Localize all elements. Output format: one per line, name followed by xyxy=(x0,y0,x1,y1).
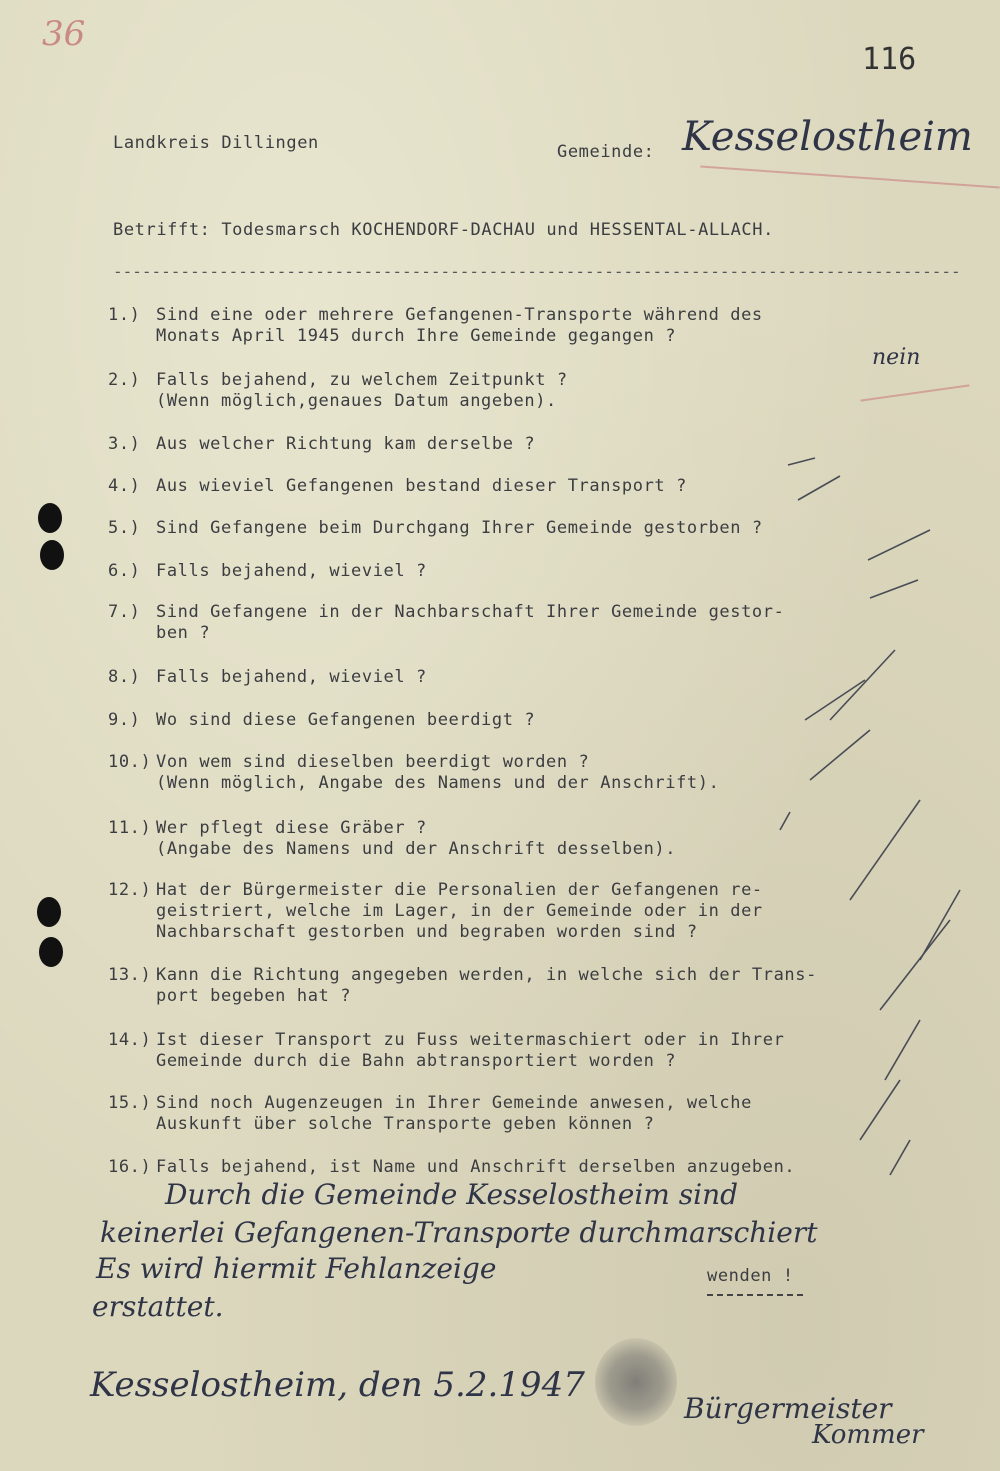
question-number: 9.) xyxy=(108,710,141,730)
question-number: 13.) xyxy=(108,965,152,985)
question-text-line: Monats April 1945 durch Ihre Gemeinde gegangen ? xyxy=(156,326,677,346)
question-number: 16.) xyxy=(108,1157,152,1177)
subject-line: Betrifft: Todesmarsch KOCHENDORF-DACHAU und HESSENTAL-ALLACH. xyxy=(113,220,774,240)
district-label: Landkreis Dillingen xyxy=(113,133,319,153)
question-number: 14.) xyxy=(108,1030,152,1050)
punch-hole xyxy=(38,503,62,533)
question-text-line: Hat der Bürgermeister die Personalien der Gefangenen re- xyxy=(156,880,763,900)
question-text-line: (Angabe des Namens und der Anschrift desselben). xyxy=(156,839,677,859)
question-text-line: Kann die Richtung angegeben werden, in welche sich der Trans- xyxy=(156,965,817,985)
question-number: 15.) xyxy=(108,1093,152,1113)
question-item xyxy=(108,476,687,497)
question-item xyxy=(108,602,784,644)
answer-q1-handwritten: nein xyxy=(872,345,921,370)
tick-mark xyxy=(850,800,920,900)
tick-mark xyxy=(788,458,815,465)
archive-folio-number: 36 xyxy=(42,14,86,54)
question-item xyxy=(108,818,676,860)
question-number: 11.) xyxy=(108,818,152,838)
question-item xyxy=(108,667,427,688)
question-text-line: Nachbarschaft gestorben und begraben worden sind ? xyxy=(156,922,698,942)
question-text-line: Von wem sind dieselben beerdigt worden ? xyxy=(156,752,590,772)
tick-mark xyxy=(920,890,960,960)
turn-over-note: wenden ! xyxy=(707,1266,794,1286)
signature-title: Bürgermeister xyxy=(684,1392,892,1425)
question-text-line: Wer pflegt diese Gräber ? xyxy=(156,818,427,838)
question-text-line: Sind eine oder mehrere Gefangenen-Transporte während des xyxy=(156,305,763,325)
question-text-line: Wo sind diese Gefangenen beerdigt ? xyxy=(156,710,536,730)
tick-mark xyxy=(890,1140,910,1175)
question-text-line: Aus welcher Richtung kam derselbe ? xyxy=(156,434,536,454)
municipality-label: Gemeinde: xyxy=(557,142,655,162)
tick-mark xyxy=(885,1020,920,1080)
handwritten-statement-line: Durch die Gemeinde Kesselostheim sind xyxy=(165,1178,739,1211)
question-text-line: Sind Gefangene in der Nachbarschaft Ihrer Gemeinde gestor- xyxy=(156,602,785,622)
question-text-line: (Wenn möglich,genaues Datum angeben). xyxy=(156,391,557,411)
question-text-line: Falls bejahend, wieviel ? xyxy=(156,667,427,687)
question-item xyxy=(108,1030,784,1072)
question-text-line: Aus wieviel Gefangenen bestand dieser Transport ? xyxy=(156,476,687,496)
question-item xyxy=(108,965,817,1007)
question-item xyxy=(108,561,427,582)
tick-mark xyxy=(810,730,870,780)
tick-mark xyxy=(780,812,790,830)
handwritten-statement-line: keinerlei Gefangenen-Transporte durchmarschiert xyxy=(100,1216,818,1249)
punch-hole xyxy=(40,540,64,570)
red-underline xyxy=(700,166,999,189)
question-number: 1.) xyxy=(108,305,141,325)
separator-line: ---------------------------------------------------------------------------------------- xyxy=(113,262,961,281)
question-number: 6.) xyxy=(108,561,141,581)
question-number: 3.) xyxy=(108,434,141,454)
question-item xyxy=(108,434,535,455)
question-number: 2.) xyxy=(108,370,141,390)
tick-mark xyxy=(830,650,895,720)
tick-marks xyxy=(770,440,970,1180)
handwritten-statement-line: erstattet. xyxy=(92,1290,224,1323)
question-number: 8.) xyxy=(108,667,141,687)
question-text-line: geistriert, welche im Lager, in der Gemeinde oder in der xyxy=(156,901,763,921)
turn-over-underline xyxy=(707,1294,803,1296)
question-item xyxy=(108,305,763,347)
question-text-line: Gemeinde durch die Bahn abtransportiert worden ? xyxy=(156,1051,677,1071)
signature-name: Kommer xyxy=(812,1420,924,1450)
municipality-name-handwritten: Kesselostheim xyxy=(682,114,973,160)
tick-mark xyxy=(798,476,840,500)
question-text-line: port begeben hat ? xyxy=(156,986,352,1006)
punch-hole xyxy=(37,897,61,927)
question-item xyxy=(108,1093,752,1135)
red-mark xyxy=(860,384,969,401)
question-item xyxy=(108,370,568,412)
question-item xyxy=(108,1157,795,1178)
question-number: 10.) xyxy=(108,752,152,772)
question-text-line: Ist dieser Transport zu Fuss weitermaschiert oder in Ihrer xyxy=(156,1030,785,1050)
tick-mark xyxy=(868,530,930,560)
question-text-line: Falls bejahend, ist Name und Anschrift derselben anzugeben. xyxy=(156,1157,796,1177)
handwritten-statement-line: Es wird hiermit Fehlanzeige xyxy=(96,1252,497,1285)
question-number: 12.) xyxy=(108,880,152,900)
question-text-line: ben ? xyxy=(156,623,211,643)
question-item xyxy=(108,710,535,731)
tick-mark xyxy=(860,1080,900,1140)
question-item xyxy=(108,880,763,943)
tick-mark xyxy=(870,580,918,598)
tick-mark xyxy=(880,920,950,1010)
question-text-line: Falls bejahend, zu welchem Zeitpunkt ? xyxy=(156,370,568,390)
page-number: 116 xyxy=(862,42,917,77)
question-item xyxy=(108,518,763,539)
question-text-line: Auskunft über solche Transporte geben können ? xyxy=(156,1114,655,1134)
question-item xyxy=(108,752,719,794)
question-text-line: (Wenn möglich, Angabe des Namens und der Anschrift). xyxy=(156,773,720,793)
question-number: 5.) xyxy=(108,518,141,538)
question-number: 7.) xyxy=(108,602,141,622)
question-text-line: Sind Gefangene beim Durchgang Ihrer Gemeinde gestorben ? xyxy=(156,518,763,538)
official-stamp xyxy=(595,1338,677,1426)
punch-hole xyxy=(39,937,63,967)
place-and-date-handwritten: Kesselostheim, den 5.2.1947 xyxy=(90,1365,585,1405)
question-number: 4.) xyxy=(108,476,141,496)
question-text-line: Sind noch Augenzeugen in Ihrer Gemeinde anwesen, welche xyxy=(156,1093,752,1113)
question-text-line: Falls bejahend, wieviel ? xyxy=(156,561,427,581)
